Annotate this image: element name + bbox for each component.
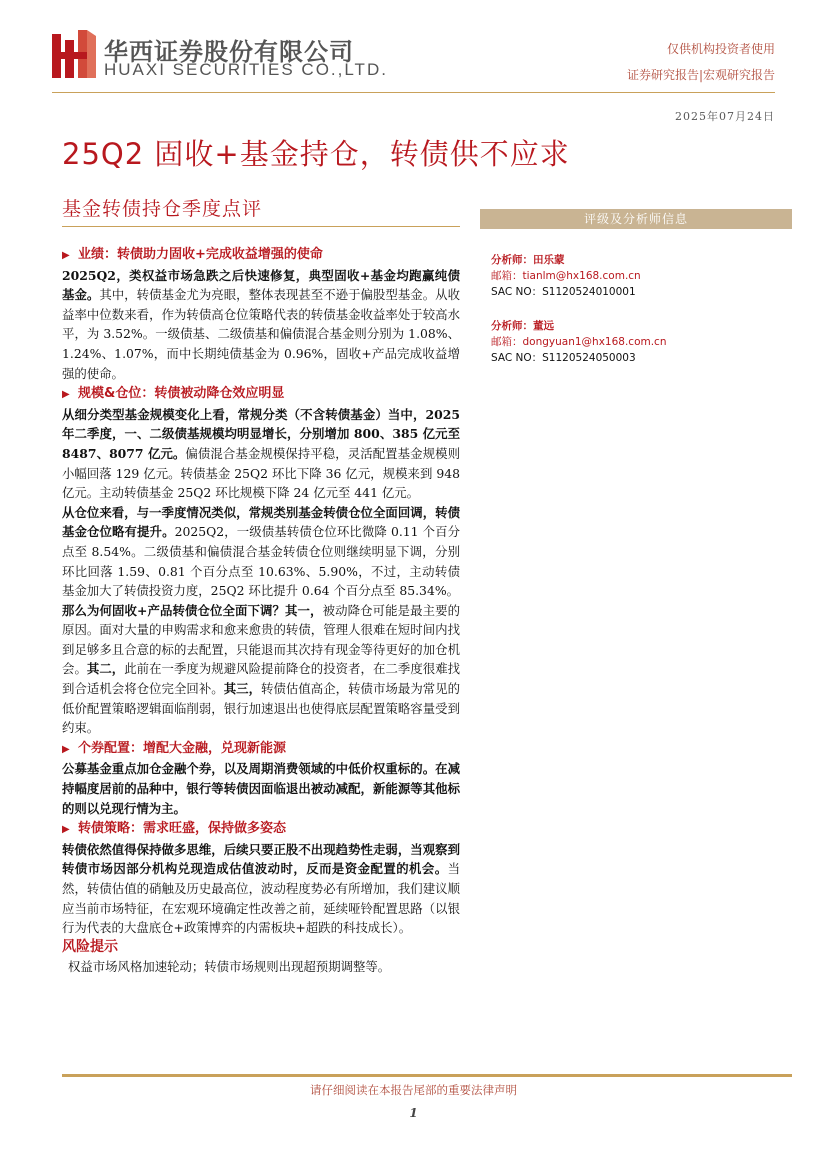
paragraph: 公募基金重点加仓金融个券，以及周期消费领域的中低价权重标的。在减持幅度居前的品种中，银行等转债因面临退出被动减配，新能源等其他标的则以兑现行情为主。 [62, 761, 460, 816]
footer-divider [62, 1074, 792, 1077]
paragraph: 从仓位来看，与一季度情况类似，常规类别基金转债仓位全面回调，转债基金仓位略有提升。2025Q2，一级债基转债仓位环比微降 0.11 个百分点至 8.54%。二级债基和偏债混合基金转债仓位则继续明显下调，分别环比回落 1.59、0.81 个百分点至 10.63%、5.90%，不过，主动转债基金加大了转债投资力度，25Q2 环比提升 0.64 个百分点至 85.34%。 [62, 504, 460, 599]
analyst-sac: SAC NO：S1120524010001 [491, 286, 636, 298]
section-heading-strategy: ▶ 转债策略：需求旺盛，保持做多姿态 [62, 818, 460, 840]
company-name-en: HUAXI SECURITIES CO.,LTD. [104, 60, 388, 79]
report-title: 25Q2 固收+基金持仓，转债供不应求 [62, 137, 570, 171]
report-subtitle: 基金转债持仓季度点评 [62, 198, 263, 220]
triangle-bullet-icon: ▶ [62, 250, 70, 261]
analyst-sac: SAC NO：S1120524050003 [491, 352, 636, 364]
page-number: 1 [409, 1106, 418, 1120]
triangle-bullet-icon: ▶ [62, 824, 70, 836]
paragraph: 转债依然值得保持做多思维，后续只要正股不出现趋势性走弱，当观察到转债市场因部分机构兑现造成估值波动时，反而是资金配置的机会。当然，转债估值的硝触及历史最高位，波动程度势必有所增加，我们建议顺应当前市场特征，在宏观环境确定性改善之前，延续哑铃配置思路（以银行为代表的大盘底仓+政策博弈的内需板块+超跌的科技成长）。 [62, 841, 460, 936]
analyst-name: 分析师：田乐蒙 [491, 254, 565, 266]
huaxi-logo-icon [52, 30, 96, 78]
report-date: 2025年07月24日 [675, 110, 775, 123]
triangle-bullet-icon: ▶ [62, 743, 70, 755]
analyst-card [491, 252, 641, 300]
analyst-email[interactable]: 邮箱：dongyuan1@hx168.com.cn [491, 336, 667, 348]
triangle-bullet-icon: ▶ [62, 389, 70, 401]
header-divider [52, 92, 775, 93]
paragraph: 那么为何固收+产品转债仓位全面下调？其一，被动降仓可能是最主要的原因。面对大量的申购需求和愈来愈贵的转债，管理人很难在短时间内找到足够多且合意的标的去配置，只能退而其次持有现金等待更好的加仓机会。其二，此前在一季度为规避风险提前降仓的投资者，在二季度很难找到合适机会将仓位完全回补。其三，转债估值高企，转债市场最为常见的低价配置策略逻辑面临削弱，银行加速退出也使得底层配置策略容量受到约束。 [62, 602, 461, 736]
paragraph: 2025Q2，类权益市场急跌之后快速修复，典型固收+基金均跑赢纯债基金。其中，转债基金尤为亮眼，整体表现甚至不逊于偏股型基金。从收益率中位数来看，作为转债高仓位策略代表的转债基金收益率处于较高水平，为 3.52%。一级债基、二级债基和偏债混合基金则分别为 1.08%、1.24%、1.07%，而中长期纯债基金为 0.96%，固收+产品完成收益增强的使命。 [62, 267, 461, 381]
section-heading-scale: ▶ 规模&仓位：转债被动降仓效应明显 [62, 383, 460, 405]
risk-text: 权益市场风格加速轮动；转债市场规则出现超预期调整等。 [68, 959, 391, 975]
section-heading-performance: ▶ 业绩：转债助力固收+完成收益增强的使命 [62, 244, 460, 266]
analyst-name: 分析师：董远 [491, 320, 554, 332]
analyst-email[interactable]: 邮箱：tianlm@hx168.com.cn [491, 270, 641, 282]
legal-disclaimer: 请仔细阅读在本报告尾部的重要法律声明 [310, 1083, 517, 1097]
section-heading-allocation: ▶ 个券配置：增配大金融，兑现新能源 [62, 738, 460, 760]
report-category: 证券研究报告|宏观研究报告 [626, 68, 775, 82]
risk-heading: 风险提示 [62, 938, 118, 955]
audience-note: 仅供机构投资者使用 [666, 42, 775, 56]
paragraph: 从细分类型基金规模变化上看，常规分类（不含转债基金）当中，2025 年二季度，一、二级债基规模均明显增长，分别增加 800、385 亿元至 8487、8077 亿元。偏债混合基金规模保持平稳，灵活配置基金规模则小幅回落 129 亿元。转债基金 25Q2 环比下降 36 亿元，规模来到 948 亿元。主动转债基金 25Q2 环比规模下降 24 亿元至 441 亿元。 [62, 406, 460, 501]
analyst-info-header: 评级及分析师信息 [480, 209, 792, 229]
subtitle-divider [62, 226, 460, 227]
report-body [62, 244, 460, 977]
company-name-cn: 华西证券股份有限公司 [104, 38, 354, 66]
analyst-card [491, 318, 667, 366]
